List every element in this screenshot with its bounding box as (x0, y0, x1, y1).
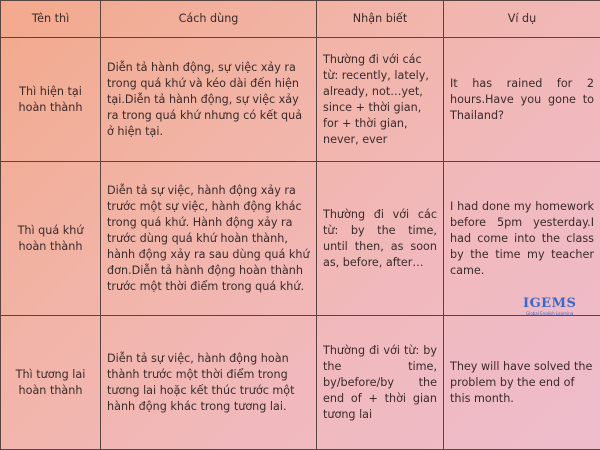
logo-brand: IGEMS (523, 296, 577, 311)
tense-signals: Thường đi với các từ: by the time, until then, as soon as, before, after… (317, 162, 444, 316)
tense-example: It has rained for 2 hours.Have you gone to Thailand? (444, 38, 600, 162)
tense-usage: Diễn tả hành động, sự việc xảy ra trong quá khứ và kéo dài đến hiện tại.Diễn tả hành động, sự việc xảy ra trong quá khứ nhưng có kết quả ở hiện tại. (101, 38, 317, 162)
tense-example: They will have solved the problem by the end of this month. (444, 316, 600, 450)
header-nhan-biet: Nhận biết (317, 1, 444, 38)
tense-usage: Diễn tả sự việc, hành động hoàn thành trước một thời điểm trong tương lai hoặc kết thúc trước một hành động khác trong tương lai. (101, 316, 317, 450)
logo-tagline: Global English Learning (526, 311, 574, 316)
table-row (1, 162, 600, 316)
tense-signals: Thường đi với các từ: recently, lately, already, not…yet, since + thời gian, for + thời gian, never, ever (317, 38, 444, 162)
table-header-row (1, 1, 600, 38)
igems-logo (523, 296, 576, 316)
tense-signals: Thường đi với từ: by the time, by/before/by the end of + thời gian tương lai (317, 316, 444, 450)
table-row (1, 316, 600, 450)
tense-name: Thì quá khứ hoàn thành (1, 162, 101, 316)
tense-usage: Diễn tả sự việc, hành động xảy ra trước một sự việc, hành động khác trong quá khứ. Hành động xảy ra trước dùng quá khứ hoàn thành, hành động xảy ra sau dùng quá khứ đơn.Diễn tả hành động hoàn thành trước một thời điểm trong quá khứ. (101, 162, 317, 316)
tense-example: I had done my homework before 5pm yesterday.I had come into the class by the time my teacher came. (444, 162, 600, 316)
table-row (1, 38, 600, 162)
tense-name: Thì tương lai hoàn thành (1, 316, 101, 450)
header-cach-dung: Cách dùng (101, 1, 317, 38)
header-vi-du: Ví dụ (444, 1, 600, 38)
tense-name: Thì hiện tại hoàn thành (1, 38, 101, 162)
header-ten-thi: Tên thì (1, 1, 101, 38)
